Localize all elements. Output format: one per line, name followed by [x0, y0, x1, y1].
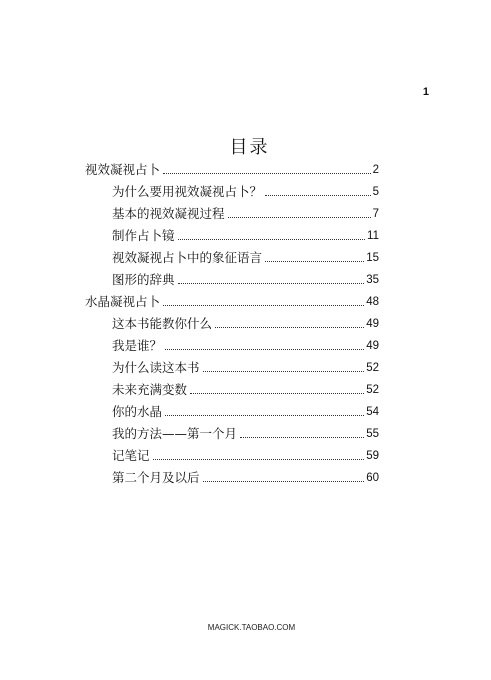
- toc-entry-label: 这本书能教你什么: [112, 316, 213, 331]
- toc-dot-leader: [165, 349, 364, 350]
- toc-dot-leader: [203, 481, 365, 482]
- toc-entry[interactable]: [112, 400, 379, 420]
- toc-entry[interactable]: [112, 202, 379, 222]
- toc-dot-leader: [265, 261, 364, 262]
- toc-entry-page-number: 52: [366, 384, 379, 396]
- toc-entry-label: 你的水晶: [112, 404, 163, 419]
- toc-entry-page-number: 59: [366, 450, 379, 462]
- toc-entry[interactable]: [112, 356, 379, 376]
- toc-dot-leader: [178, 239, 366, 240]
- toc-entry[interactable]: [112, 444, 379, 464]
- toc-entry[interactable]: [112, 246, 379, 266]
- toc-entry-label: 图形的辞典: [112, 272, 175, 287]
- toc-entry[interactable]: [112, 334, 379, 354]
- toc-entry-page-number: 48: [366, 296, 379, 308]
- toc-entry-label: 第二个月及以后: [112, 470, 200, 485]
- toc-dot-leader: [165, 415, 364, 416]
- toc-entry[interactable]: [112, 268, 379, 288]
- toc-title: 目录: [229, 137, 270, 158]
- toc-entry-page-number: 54: [366, 406, 379, 418]
- toc-dot-leader: [203, 371, 365, 372]
- toc-entry-label: 视效凝视占卜: [85, 162, 161, 177]
- toc-entry-page-number: 7: [372, 208, 379, 220]
- toc-entry-label: 制作占卜镜: [112, 228, 175, 243]
- toc-dot-leader: [163, 305, 364, 306]
- page-number: 1: [422, 86, 429, 98]
- toc-entry[interactable]: [112, 422, 379, 442]
- toc-entry-page-number: 49: [366, 318, 379, 330]
- toc-entry-page-number: 49: [366, 340, 379, 352]
- toc-entry-label: 未来充满变数: [112, 382, 188, 397]
- toc-dot-leader: [153, 459, 365, 460]
- toc-entry-label: 视效凝视占卜中的象征语言: [112, 250, 263, 265]
- toc-entry-label: 我是谁？: [112, 338, 163, 353]
- toc-entry-page-number: 55: [366, 428, 379, 440]
- toc-entry[interactable]: [112, 312, 379, 332]
- toc-entry-page-number: 15: [366, 252, 379, 264]
- toc-entry-page-number: 52: [366, 362, 379, 374]
- toc-entry-label: 我的方法——第一个月: [112, 426, 238, 441]
- toc-entry-page-number: 11: [367, 230, 379, 242]
- toc-entry-label: 水晶凝视占卜: [85, 294, 161, 309]
- toc-entry[interactable]: [112, 224, 379, 244]
- toc-dot-leader: [163, 173, 371, 174]
- toc-dot-leader: [190, 393, 364, 394]
- toc-entry-page-number: 35: [366, 274, 379, 286]
- toc-entry-label: 为什么要用视效凝视占卜？: [112, 184, 263, 199]
- toc-dot-leader: [265, 195, 371, 196]
- toc-entry-label: 基本的视效凝视过程: [112, 206, 225, 221]
- toc-dot-leader: [215, 327, 364, 328]
- toc-entry[interactable]: [112, 180, 379, 200]
- toc-entry[interactable]: [85, 290, 379, 310]
- toc-entry[interactable]: [85, 158, 379, 178]
- toc-entry-label: 为什么读这本书: [112, 360, 200, 375]
- toc-dot-leader: [178, 283, 365, 284]
- toc-entry-label: 记笔记: [112, 448, 150, 463]
- toc-entry[interactable]: [112, 466, 379, 486]
- toc-entry-page-number: 5: [372, 186, 379, 198]
- toc-dot-leader: [240, 437, 364, 438]
- toc-entry-page-number: 2: [372, 164, 379, 176]
- toc-entry-page-number: 60: [366, 472, 379, 484]
- footer-text: MAGICK.TAOBAO.COM: [207, 623, 296, 632]
- toc-dot-leader: [228, 217, 371, 218]
- toc-entry[interactable]: [112, 378, 379, 398]
